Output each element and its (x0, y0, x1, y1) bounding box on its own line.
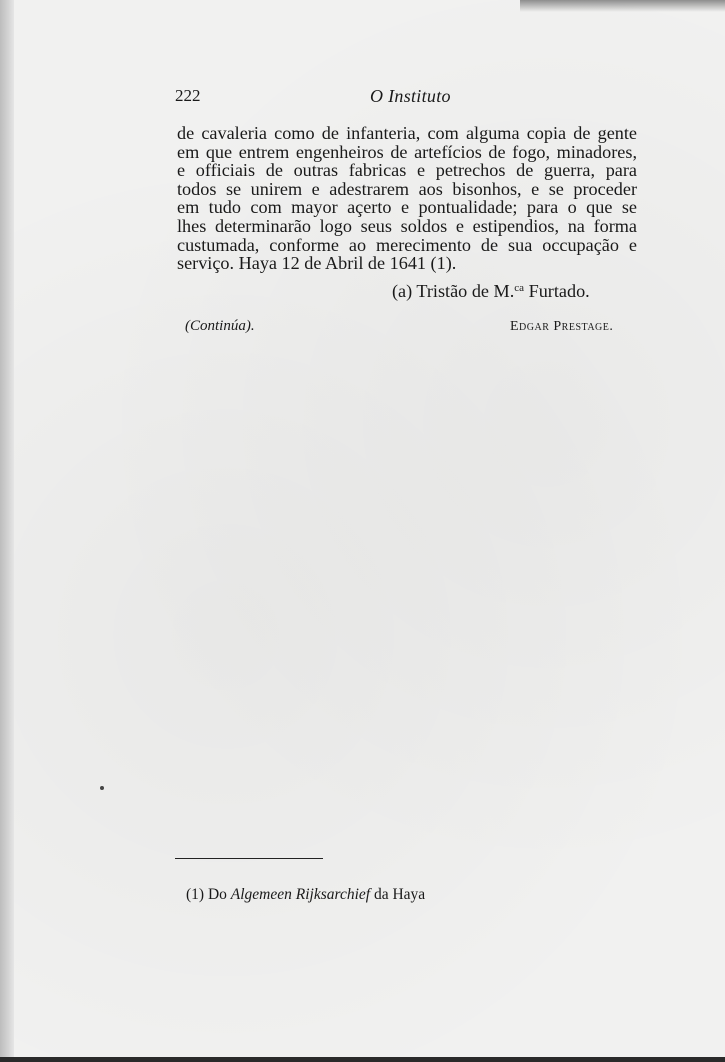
body-line: lhes determinarão logo seus soldos e estipendios, na forma (177, 215, 637, 236)
footnote-rest: da Haya (370, 886, 426, 903)
page-header (175, 86, 635, 110)
signature-suffix: Furtado. (524, 281, 590, 301)
ink-speck (100, 786, 104, 790)
footnote-italic: Algemeen Rijksarchief (230, 886, 371, 903)
scan-bottom-edge (0, 1057, 725, 1062)
body-line: serviço. Haya 12 de Abril de 1641 (1). (177, 253, 457, 274)
body-paragraph (177, 124, 637, 273)
scan-shadow (520, 0, 725, 12)
page-number: 222 (175, 86, 201, 105)
footnote-marker: (1) Do (186, 886, 231, 903)
running-title: O Instituto (370, 86, 451, 106)
footnote (186, 886, 425, 904)
signature-prefix: (a) Tristão de M. (392, 281, 515, 301)
signature (392, 281, 590, 302)
continua-note: (Continúa). (185, 318, 255, 334)
body-line: em tudo com mayor açerto e pontualidade; para o que se (177, 197, 637, 218)
signature-superscript: ca (514, 282, 525, 294)
body-line: e officiais de outras fabricas e petrechos de guerra, para (177, 160, 637, 181)
footnote-divider (175, 858, 323, 859)
body-line: todos se unirem e adestrarem aos bisonhos, e se proceder (177, 178, 637, 199)
body-line: de cavaleria como de infanteria, com alguma copia de gente (177, 123, 637, 143)
author-name: Edgar Prestage. (510, 319, 614, 334)
binding-edge (0, 0, 14, 1062)
body-line: custumada, conforme ao merecimento de sua occupação e (177, 234, 637, 255)
body-line: em que entrem engenheiros de artefícios de fogo, minadores, (177, 141, 637, 162)
